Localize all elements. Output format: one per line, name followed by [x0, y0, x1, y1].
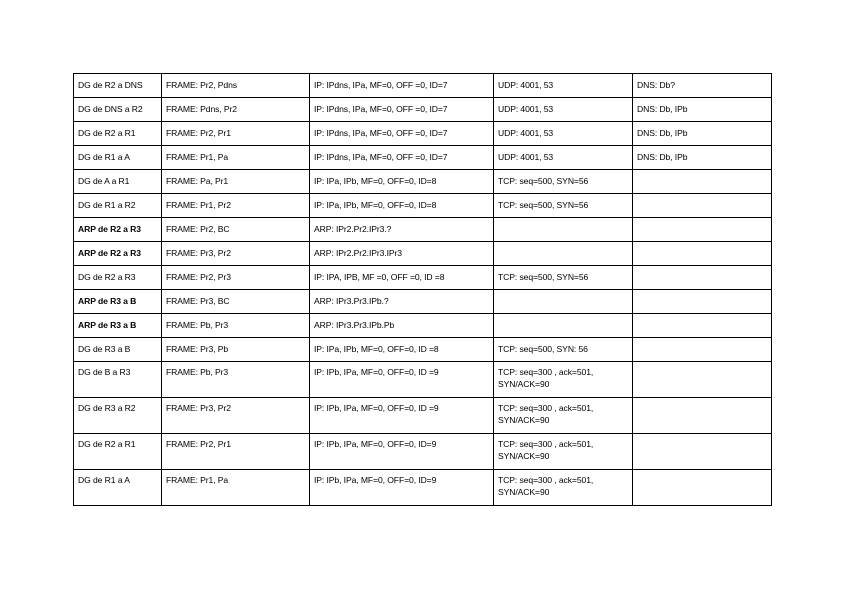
- frame-cell: FRAME: Pr1, Pa: [162, 470, 310, 506]
- network-layer-cell: IP: IPb, IPa, MF=0, OFF=0, ID=9: [310, 470, 494, 506]
- frame-cell: FRAME: Pr3, Pr2: [162, 398, 310, 434]
- network-layer-cell: IP: IPb, IPa, MF=0, OFF=0, ID =9: [310, 398, 494, 434]
- network-layer-cell: IP: IPa, IPb, MF=0, OFF=0, ID =8: [310, 338, 494, 362]
- network-layer-cell: ARP: IPr2.Pr2.IPr3.IPr3: [310, 242, 494, 266]
- transport-layer-cell: TCP: seq=300 , ack=501, SYN/ACK=90: [494, 434, 633, 470]
- network-layer-cell: IP: IPa, IPb, MF=0, OFF=0, ID=8: [310, 194, 494, 218]
- table-row: [74, 362, 772, 398]
- application-layer-cell: [633, 242, 772, 266]
- frame-cell: FRAME: Pdns, Pr2: [162, 98, 310, 122]
- transport-layer-cell: UDP: 4001, 53: [494, 74, 633, 98]
- transport-layer-cell: [494, 314, 633, 338]
- step-description-cell: ARP de R2 a R3: [74, 242, 162, 266]
- table-row: [74, 434, 772, 470]
- step-description-cell: DG de R1 a A: [74, 470, 162, 506]
- frame-cell: FRAME: Pr3, Pr2: [162, 242, 310, 266]
- table-row: [74, 338, 772, 362]
- frame-cell: FRAME: Pr2, BC: [162, 218, 310, 242]
- frame-cell: FRAME: Pr2, Pr3: [162, 266, 310, 290]
- table-row: [74, 290, 772, 314]
- application-layer-cell: [633, 218, 772, 242]
- step-description-cell: DG de R3 a R2: [74, 398, 162, 434]
- transport-layer-cell: UDP: 4001, 53: [494, 146, 633, 170]
- frame-cell: FRAME: Pb, Pr3: [162, 314, 310, 338]
- step-description-cell: DG de R1 a A: [74, 146, 162, 170]
- transport-layer-cell: TCP: seq=300 , ack=501, SYN/ACK=90: [494, 398, 633, 434]
- network-layer-cell: IP: IPdns, IPa, MF=0, OFF =0, ID=7: [310, 98, 494, 122]
- transport-layer-cell: TCP: seq=500, SYN: 56: [494, 338, 633, 362]
- network-layer-cell: IP: IPA, IPB, MF =0, OFF =0, ID =8: [310, 266, 494, 290]
- step-description-cell: DG de R2 a R1: [74, 122, 162, 146]
- step-description-cell: DG de B a R3: [74, 362, 162, 398]
- transport-layer-cell: UDP: 4001, 53: [494, 122, 633, 146]
- step-description-cell: ARP de R3 a B: [74, 290, 162, 314]
- network-layer-cell: ARP: IPr3.Pr3.IPb.Pb: [310, 314, 494, 338]
- table-row: [74, 470, 772, 506]
- network-layer-cell: IP: IPdns, IPa, MF=0, OFF =0, ID=7: [310, 122, 494, 146]
- step-description-cell: ARP de R3 a B: [74, 314, 162, 338]
- step-description-cell: DG de DNS a R2: [74, 98, 162, 122]
- step-description-cell: DG de R2 a R1: [74, 434, 162, 470]
- table-row: [74, 314, 772, 338]
- frame-cell: FRAME: Pr3, BC: [162, 290, 310, 314]
- transport-layer-cell: UDP: 4001, 53: [494, 98, 633, 122]
- network-layer-cell: IP: IPb, IPa, MF=0, OFF=0, ID =9: [310, 362, 494, 398]
- application-layer-cell: [633, 338, 772, 362]
- frame-cell: FRAME: Pr3, Pb: [162, 338, 310, 362]
- table-row: [74, 98, 772, 122]
- table-row: [74, 122, 772, 146]
- step-description-cell: DG de R2 a R3: [74, 266, 162, 290]
- transport-layer-cell: [494, 290, 633, 314]
- table-row: [74, 146, 772, 170]
- transport-layer-cell: TCP: seq=300 , ack=501, SYN/ACK=90: [494, 470, 633, 506]
- transport-layer-cell: TCP: seq=500, SYN=56: [494, 170, 633, 194]
- network-layer-cell: ARP: IPr3.Pr3.IPb.?: [310, 290, 494, 314]
- step-description-cell: DG de R2 a DNS: [74, 74, 162, 98]
- frame-cell: FRAME: Pr2, Pr1: [162, 122, 310, 146]
- network-layer-cell: ARP: IPr2.Pr2.IPr3.?: [310, 218, 494, 242]
- frame-cell: FRAME: Pr2, Pr1: [162, 434, 310, 470]
- network-layer-cell: IP: IPdns, IPa, MF=0, OFF =0, ID=7: [310, 146, 494, 170]
- frame-cell: FRAME: Pr2, Pdns: [162, 74, 310, 98]
- step-description-cell: ARP de R2 a R3: [74, 218, 162, 242]
- transport-layer-cell: TCP: seq=500, SYN=56: [494, 194, 633, 218]
- application-layer-cell: [633, 470, 772, 506]
- application-layer-cell: [633, 290, 772, 314]
- application-layer-cell: [633, 194, 772, 218]
- transport-layer-cell: TCP: seq=500, SYN=56: [494, 266, 633, 290]
- transport-layer-cell: [494, 218, 633, 242]
- table-row: [74, 194, 772, 218]
- application-layer-cell: [633, 266, 772, 290]
- frame-cell: FRAME: Pa, Pr1: [162, 170, 310, 194]
- frame-cell: FRAME: Pb, Pr3: [162, 362, 310, 398]
- application-layer-cell: DNS: Db?: [633, 74, 772, 98]
- packet-trace-body: [74, 74, 772, 506]
- application-layer-cell: [633, 362, 772, 398]
- transport-layer-cell: [494, 242, 633, 266]
- transport-layer-cell: TCP: seq=300 , ack=501, SYN/ACK=90: [494, 362, 633, 398]
- table-row: [74, 170, 772, 194]
- step-description-cell: DG de R3 a B: [74, 338, 162, 362]
- step-description-cell: DG de R1 a R2: [74, 194, 162, 218]
- application-layer-cell: DNS: Db, IPb: [633, 146, 772, 170]
- packet-trace-table: [73, 73, 772, 506]
- application-layer-cell: [633, 434, 772, 470]
- application-layer-cell: [633, 398, 772, 434]
- network-layer-cell: IP: IPa, IPb, MF=0, OFF=0, ID=8: [310, 170, 494, 194]
- frame-cell: FRAME: Pr1, Pa: [162, 146, 310, 170]
- frame-cell: FRAME: Pr1, Pr2: [162, 194, 310, 218]
- table-row: [74, 266, 772, 290]
- network-layer-cell: IP: IPdns, IPa, MF=0, OFF =0, ID=7: [310, 74, 494, 98]
- application-layer-cell: [633, 170, 772, 194]
- table-row: [74, 74, 772, 98]
- application-layer-cell: DNS: Db, IPb: [633, 122, 772, 146]
- table-row: [74, 218, 772, 242]
- application-layer-cell: DNS: Db, IPb: [633, 98, 772, 122]
- table-row: [74, 242, 772, 266]
- table-row: [74, 398, 772, 434]
- application-layer-cell: [633, 314, 772, 338]
- step-description-cell: DG de A a R1: [74, 170, 162, 194]
- network-layer-cell: IP: IPb, IPa, MF=0, OFF=0, ID=9: [310, 434, 494, 470]
